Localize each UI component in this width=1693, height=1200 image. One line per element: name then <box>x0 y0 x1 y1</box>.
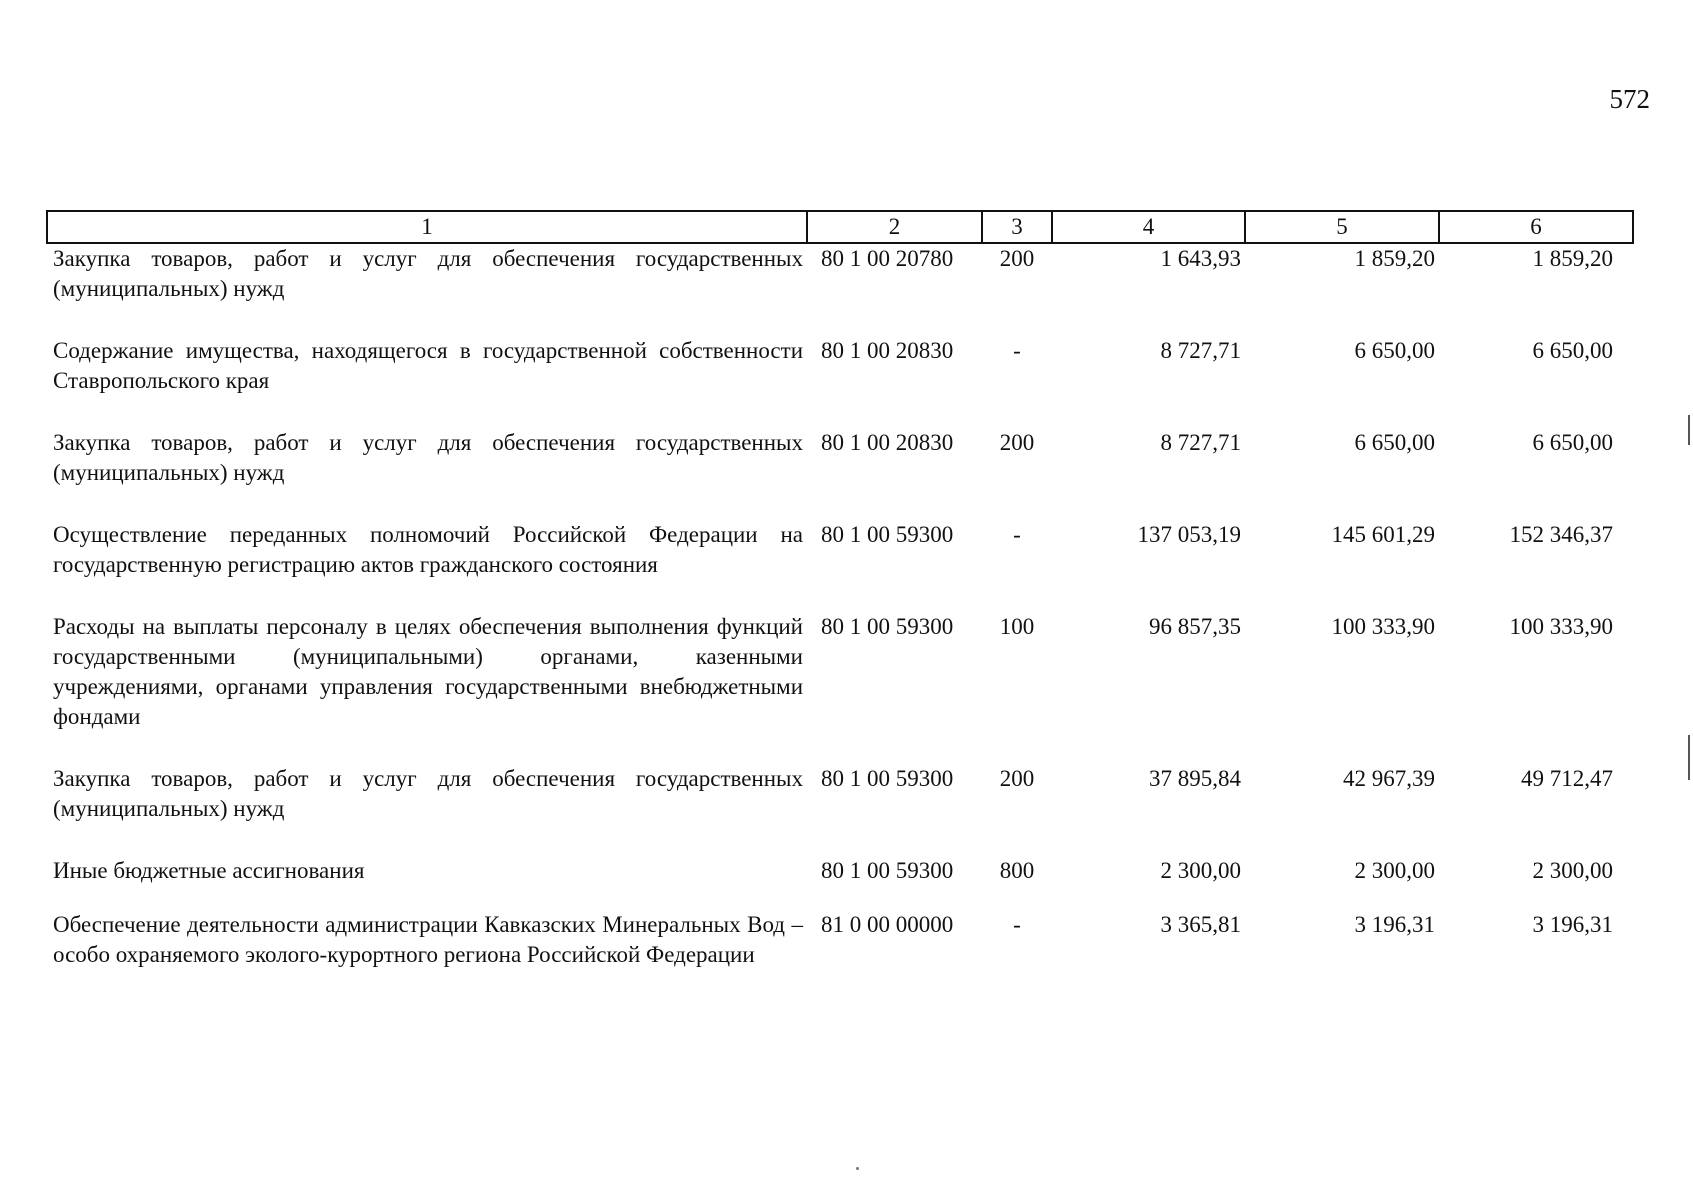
table-row <box>47 336 1633 428</box>
row-code: 80 1 00 59300 <box>821 858 954 883</box>
row-value-col6: 6 650,00 <box>1532 338 1613 363</box>
row-value-col4: 2 300,00 <box>1160 858 1241 883</box>
scan-margin-mark <box>1688 735 1690 780</box>
row-name: Закупка товаров, работ и услуг для обеспечения государственных (муниципальных) нужд <box>53 430 803 485</box>
row-code: 80 1 00 20830 <box>821 430 954 455</box>
row-value-col4: 1 643,93 <box>1160 246 1241 271</box>
row-code: 80 1 00 59300 <box>821 766 954 791</box>
row-value-col5: 42 967,39 <box>1343 766 1435 791</box>
row-value-col4: 96 857,35 <box>1149 614 1241 639</box>
column-header-1: 1 <box>47 211 807 243</box>
row-value-col4: 8 727,71 <box>1160 430 1241 455</box>
row-value-col6: 100 333,90 <box>1509 614 1613 639</box>
column-header-2: 2 <box>807 211 982 243</box>
row-name: Закупка товаров, работ и услуг для обеспечения государственных (муниципальных) нужд <box>53 766 803 821</box>
column-header-3: 3 <box>982 211 1052 243</box>
row-name: Иные бюджетные ассигнования <box>53 858 365 883</box>
row-value-col6: 152 346,37 <box>1509 522 1613 547</box>
table-row <box>47 910 1633 1002</box>
row-expense-type: 100 <box>999 614 1035 639</box>
table-row <box>47 612 1633 764</box>
row-value-col5: 2 300,00 <box>1354 858 1435 883</box>
row-value-col6: 6 650,00 <box>1532 430 1613 455</box>
column-header-6: 6 <box>1439 211 1633 243</box>
row-value-col5: 145 601,29 <box>1331 522 1435 547</box>
row-name: Расходы на выплаты персоналу в целях обеспечения выполнения функций государственными (муниципальными) органами, казенными учреждениями, органами управления государственными внебюджетными фондами <box>53 614 803 729</box>
row-name: Обеспечение деятельности администрации Кавказских Минеральных Вод – особо охраняемого эколого-курортного региона Российской Федерации <box>53 912 803 967</box>
row-code: 80 1 00 59300 <box>821 614 954 639</box>
row-value-col6: 49 712,47 <box>1521 766 1613 791</box>
row-code: 81 0 00 00000 <box>821 912 954 937</box>
page-number: 572 <box>1609 84 1650 114</box>
budget-table-container <box>46 210 1632 1002</box>
table-header-row <box>47 211 1633 243</box>
table-row <box>47 856 1633 910</box>
row-expense-type: - <box>1013 522 1021 547</box>
row-expense-type: 800 <box>999 858 1035 883</box>
table-row <box>47 520 1633 612</box>
row-value-col6: 2 300,00 <box>1532 858 1613 883</box>
row-value-col4: 37 895,84 <box>1149 766 1241 791</box>
table-row <box>47 764 1633 856</box>
column-header-5: 5 <box>1245 211 1439 243</box>
table-row <box>47 428 1633 520</box>
table-row <box>47 243 1633 336</box>
row-value-col5: 100 333,90 <box>1331 614 1435 639</box>
row-expense-type: - <box>1013 338 1021 363</box>
row-name: Закупка товаров, работ и услуг для обеспечения государственных (муниципальных) нужд <box>53 246 803 301</box>
row-name: Осуществление переданных полномочий Российской Федерации на государственную регистрацию актов гражданского состояния <box>53 522 803 577</box>
row-value-col5: 1 859,20 <box>1354 246 1435 271</box>
row-expense-type: 200 <box>999 430 1035 455</box>
budget-table <box>46 210 1634 1002</box>
row-value-col4: 3 365,81 <box>1160 912 1241 937</box>
row-value-col5: 6 650,00 <box>1354 430 1435 455</box>
row-code: 80 1 00 20780 <box>821 246 954 271</box>
row-value-col5: 3 196,31 <box>1354 912 1435 937</box>
row-value-col6: 3 196,31 <box>1532 912 1613 937</box>
scan-speck <box>856 1167 859 1170</box>
row-name: Содержание имущества, находящегося в государственной собственности Ставропольского края <box>53 338 803 393</box>
row-expense-type: - <box>1013 912 1021 937</box>
row-code: 80 1 00 20830 <box>821 338 954 363</box>
row-value-col4: 8 727,71 <box>1160 338 1241 363</box>
row-value-col5: 6 650,00 <box>1354 338 1435 363</box>
column-header-4: 4 <box>1052 211 1245 243</box>
row-expense-type: 200 <box>999 766 1035 791</box>
row-value-col4: 137 053,19 <box>1137 522 1241 547</box>
scan-margin-mark <box>1688 415 1690 445</box>
row-expense-type: 200 <box>999 246 1035 271</box>
row-code: 80 1 00 59300 <box>821 522 954 547</box>
row-value-col6: 1 859,20 <box>1532 246 1613 271</box>
